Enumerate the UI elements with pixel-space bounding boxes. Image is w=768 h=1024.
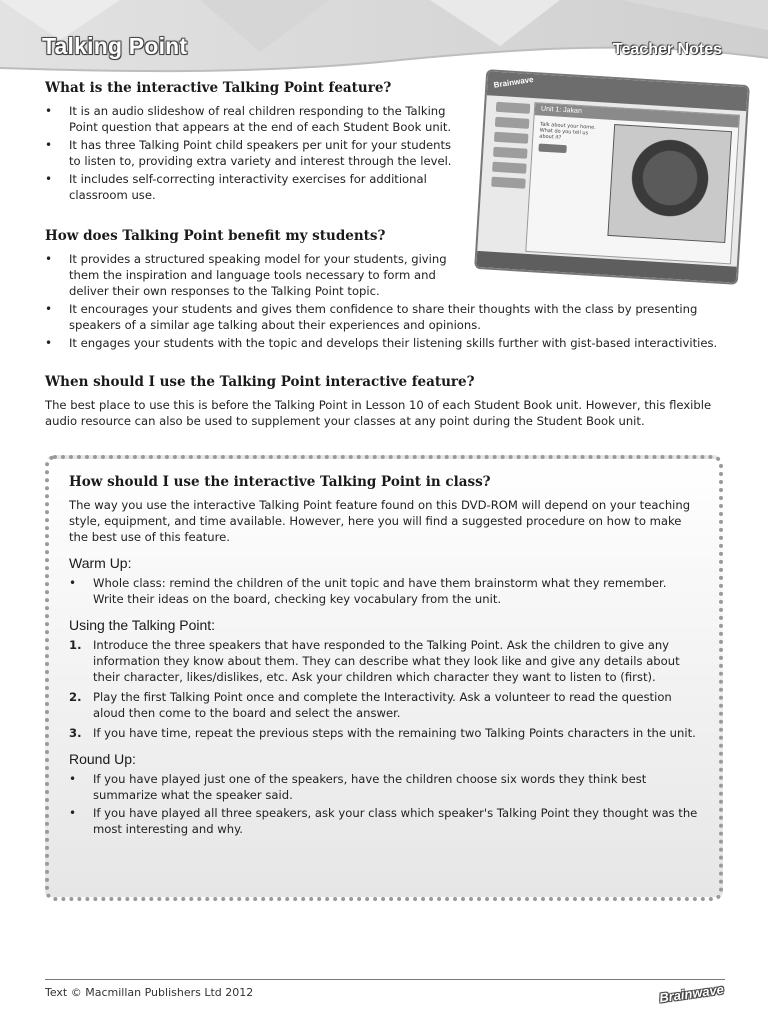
screenshot-button bbox=[538, 143, 566, 153]
footer-divider bbox=[45, 979, 725, 980]
section-what-is bbox=[45, 79, 465, 205]
using-title: Using the Talking Point: bbox=[69, 617, 216, 633]
box-heading: How should I use the interactive Talking Point in class? bbox=[69, 474, 491, 490]
step-text: If you have time, repeat the previous steps with the remaining two Talking Points characters in the unit. bbox=[93, 726, 696, 740]
step-item bbox=[69, 725, 699, 741]
screenshot-sidebar bbox=[488, 102, 530, 244]
section-benefit bbox=[45, 227, 725, 353]
step-text: Introduce the three speakers that have responded to the Talking Point. Ask the children to give any information they know about them. They can describe what they look like and give any details about their character, likes/dislikes, etc. Ask your children which character they want to listen to (first). bbox=[93, 638, 680, 684]
footer-copyright: Text © Macmillan Publishers Ltd 2012 bbox=[45, 986, 254, 999]
page-title: Talking Point bbox=[42, 33, 188, 59]
procedure-box bbox=[45, 455, 723, 901]
section-paragraph: The best place to use this is before the Talking Point in Lesson 10 of each Student Book unit. However, this flexible audio resource can also be used to supplement your classes at any point during the Student Book unit. bbox=[45, 398, 712, 428]
step-item bbox=[69, 689, 699, 721]
list-item: • It includes self-correcting interactivity exercises for additional classroom use. bbox=[45, 171, 465, 203]
warmup-title: Warm Up: bbox=[69, 555, 132, 571]
section-when bbox=[45, 373, 725, 429]
step-number: 3. bbox=[69, 726, 82, 740]
brainwave-logo: Brainwave bbox=[658, 981, 725, 1006]
list-item: • It provides a structured speaking model for your students, giving them the inspiration and language tools necessary to form and deliver their own responses to the Talking Point topic. bbox=[45, 251, 455, 299]
using-steps bbox=[69, 637, 699, 741]
step-text: Play the first Talking Point once and complete the Interactivity. Ask a volunteer to read the question aloud then come to the board and select the answer. bbox=[93, 690, 672, 720]
list-item: • It is an audio slideshow of real children responding to the Talking Point question that appears at the end of each Student Book unit. bbox=[45, 103, 465, 135]
list-item: • Whole class: remind the children of the unit topic and have them brainstorm what they remember. Write their ideas on the board, checking key vocabulary from the unit. bbox=[69, 575, 699, 607]
roundup-list bbox=[69, 771, 699, 837]
bullet-list bbox=[45, 251, 725, 351]
box-intro: The way you use the interactive Talking Point feature found on this DVD-ROM will depend on your teaching style, equipment, and time available. However, here you will find a suggested procedure on how to make the best use of this feature. bbox=[69, 498, 691, 544]
section-heading: What is the interactive Talking Point feature? bbox=[45, 80, 392, 96]
roundup-title: Round Up: bbox=[69, 751, 136, 767]
list-item: • It encourages your students and gives them confidence to share their thoughts with the class by presenting speakers of a similar age talking about their experiences and opinions. bbox=[45, 301, 725, 333]
bullet-list bbox=[45, 103, 465, 203]
list-item: • If you have played just one of the speakers, have the children choose six words they think best summarize what the speaker said. bbox=[69, 771, 699, 803]
warmup-list bbox=[69, 575, 699, 607]
step-number: 1. bbox=[69, 638, 82, 652]
screenshot-unit-title: Unit 1: Jakan bbox=[535, 103, 739, 127]
list-item: • It engages your students with the topic and develops their listening skills further with gist-based interactivities. bbox=[45, 335, 725, 351]
list-item: • It has three Talking Point child speakers per unit for your students to listen to, providing extra variety and interest through the level. bbox=[45, 137, 465, 169]
section-heading: When should I use the Talking Point interactive feature? bbox=[45, 374, 475, 390]
section-heading: How does Talking Point benefit my students? bbox=[45, 228, 386, 244]
screenshot-logo: Brainwave bbox=[493, 74, 535, 90]
list-item: • If you have played all three speakers, ask your class which speaker's Talking Point they thought was the most interesting and why. bbox=[69, 805, 699, 837]
child-photo bbox=[607, 124, 732, 243]
step-item bbox=[69, 637, 699, 685]
step-number: 2. bbox=[69, 690, 82, 704]
teacher-notes-label: Teacher Notes bbox=[612, 41, 722, 58]
screenshot-prompt: Talk about your home. What do you tell us about it? bbox=[539, 121, 596, 141]
